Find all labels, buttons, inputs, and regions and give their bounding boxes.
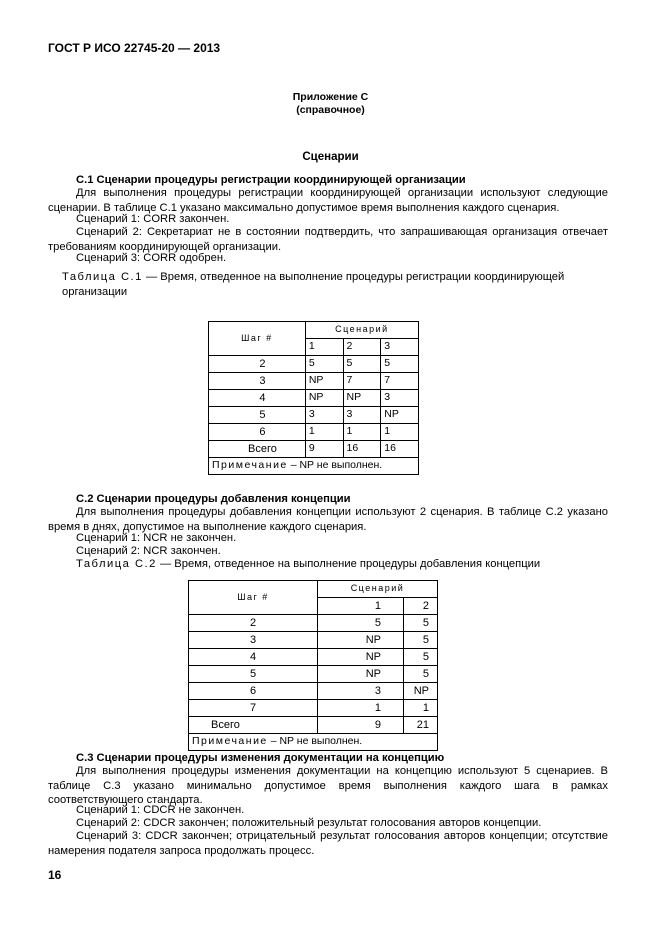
table1-col-header: 1 <box>305 339 343 356</box>
table2-header-step: Шаг # <box>189 581 318 615</box>
table1-value-cell: NP <box>381 407 419 424</box>
table1-step-cell: 3 <box>209 373 306 390</box>
table1-value-cell: 7 <box>381 373 419 390</box>
table-row <box>209 356 419 373</box>
table-c1 <box>208 321 419 475</box>
table1-step-cell: Всего <box>209 441 306 458</box>
table2-step-cell: 5 <box>189 666 318 683</box>
table2-value-cell: NP <box>318 649 404 666</box>
table2-value-cell: 1 <box>318 700 404 717</box>
table2-value-cell: 5 <box>404 666 438 683</box>
table1-step-cell: 6 <box>209 424 306 441</box>
table1-col-header: 2 <box>343 339 381 356</box>
table1-value-cell: 3 <box>305 407 343 424</box>
appendix-title: Приложение С <box>292 91 369 103</box>
table1-value-cell: 16 <box>381 441 419 458</box>
table1-note-label: Примечание <box>212 459 288 472</box>
table2-value-cell: 3 <box>318 683 404 700</box>
table2-col-header: 2 <box>404 598 438 615</box>
table2-note <box>189 734 438 751</box>
table1-value-cell: 1 <box>343 424 381 441</box>
c3-heading: С.3 Сценарии процедуры изменения документации на концепцию <box>76 752 445 764</box>
table1-value-cell: 16 <box>343 441 381 458</box>
table1-value-cell: 1 <box>305 424 343 441</box>
table2-step-cell: 2 <box>189 615 318 632</box>
table2-value-cell: NP <box>318 632 404 649</box>
table2-value-cell: NP <box>404 683 438 700</box>
table1-value-cell: NP <box>343 390 381 407</box>
c1-scenario-2: Сценарий 2: Секретариат не в состоянии подтвердить, что запрашивающая организация отвечает требованиям координирующей организации. <box>48 226 608 253</box>
c3-scenario-1: Сценарий 1: CDCR не закончен. <box>76 804 245 816</box>
c1-heading: С.1 Сценарии процедуры регистрации координирующей организации <box>76 174 466 186</box>
table-row <box>189 700 438 717</box>
table-row <box>209 390 419 407</box>
table2-note-label: Примечание <box>192 735 268 748</box>
table1-value-cell: 5 <box>343 356 381 373</box>
c1-paragraph: Для выполнения процедуры регистрации координирующей организации используют следующие сценарии. В таблице С.1 указано максимально допустимое время выполнения каждого сценария. <box>48 187 608 214</box>
table1-value-cell: 5 <box>305 356 343 373</box>
table-row <box>209 373 419 390</box>
table1-col-header: 3 <box>381 339 419 356</box>
table1-caption-text: — Время, отведенное на выполнение процедуры регистрации координирующей организации <box>62 271 565 298</box>
c1-scenario-3: Сценарий 3: CORR одобрен. <box>76 252 227 264</box>
c2-heading: С.2 Сценарии процедуры добавления концепции <box>76 493 351 505</box>
table2-caption-label: Таблица С.2 <box>76 558 157 570</box>
table-row <box>209 424 419 441</box>
table2-step-cell: 4 <box>189 649 318 666</box>
table1-value-cell: 9 <box>305 441 343 458</box>
table1-value-cell: NP <box>305 390 343 407</box>
table2-header-scenarios: Сценарий <box>318 581 438 598</box>
table2-value-cell: 5 <box>404 649 438 666</box>
table1-step-cell: 4 <box>209 390 306 407</box>
table2-value-cell: 5 <box>404 615 438 632</box>
table-c2 <box>188 580 438 751</box>
c3-scenario-3: Сценарий 3: CDCR закончен; отрицательный результат голосования авторов концепции; отсутствие намерения подателя запроса продолжать процесс. <box>48 830 608 857</box>
table-row <box>209 407 419 424</box>
table1-value-cell: 5 <box>381 356 419 373</box>
table2-step-cell: Всего <box>189 717 318 734</box>
table2-step-cell: 6 <box>189 683 318 700</box>
table1-note <box>209 458 419 475</box>
table1-header-step: Шаг # <box>209 322 306 356</box>
table-row <box>189 666 438 683</box>
table-row <box>189 717 438 734</box>
table1-header-scenarios: Сценарий <box>305 322 418 339</box>
section-title: Сценарии <box>302 151 359 163</box>
table1-value-cell: 3 <box>343 407 381 424</box>
table-row <box>189 632 438 649</box>
table1-caption-label: Таблица С.1 <box>62 271 143 283</box>
table2-value-cell: 21 <box>404 717 438 734</box>
table2-note-text: – NP не выполнен. <box>267 735 363 748</box>
table1-caption <box>48 270 602 299</box>
page-number: 16 <box>48 868 62 882</box>
table2-col-header: 1 <box>318 598 404 615</box>
document-header: ГОСТ Р ИСО 22745-20 — 2013 <box>48 41 221 55</box>
c2-scenario-2: Сценарий 2: NCR закончен. <box>76 545 221 557</box>
table2-value-cell: 1 <box>404 700 438 717</box>
c2-scenario-1: Сценарий 1: NCR не закончен. <box>76 532 237 544</box>
table-row <box>189 615 438 632</box>
table1-step-cell: 5 <box>209 407 306 424</box>
table1-value-cell: 1 <box>381 424 419 441</box>
table2-value-cell: NP <box>318 666 404 683</box>
table-row <box>189 649 438 666</box>
table2-step-cell: 7 <box>189 700 318 717</box>
c3-scenario-2: Сценарий 2: CDCR закончен; положительный результат голосования авторов концепции. <box>76 817 542 829</box>
table2-caption-text: — Время, отведенное на выполнение процедуры добавления концепции <box>156 558 541 570</box>
table2-value-cell: 5 <box>318 615 404 632</box>
table1-note-text: – NP не выполнен. <box>287 459 383 472</box>
table2-caption <box>48 557 608 572</box>
table1-value-cell: NP <box>305 373 343 390</box>
c3-paragraph: Для выполнения процедуры изменения документации на концепцию используют 5 сценариев. В таблице С.3 указано минимально допустимое время выполнения каждого шага в рамках соответствующего стандарта. <box>48 765 608 807</box>
table2-value-cell: 9 <box>318 717 404 734</box>
table2-value-cell: 5 <box>404 632 438 649</box>
table-row <box>189 683 438 700</box>
table1-step-cell: 2 <box>209 356 306 373</box>
c1-scenario-1: Сценарий 1: CORR закончен. <box>76 213 230 225</box>
c2-paragraph: Для выполнения процедуры добавления концепции используют 2 сценария. В таблице С.2 указано время в днях, допустимое на выполнение каждого сценария. <box>48 506 608 533</box>
appendix-subtitle: (справочное) <box>296 104 365 116</box>
table1-value-cell: 3 <box>381 390 419 407</box>
table-row <box>209 441 419 458</box>
table1-value-cell: 7 <box>343 373 381 390</box>
table2-step-cell: 3 <box>189 632 318 649</box>
